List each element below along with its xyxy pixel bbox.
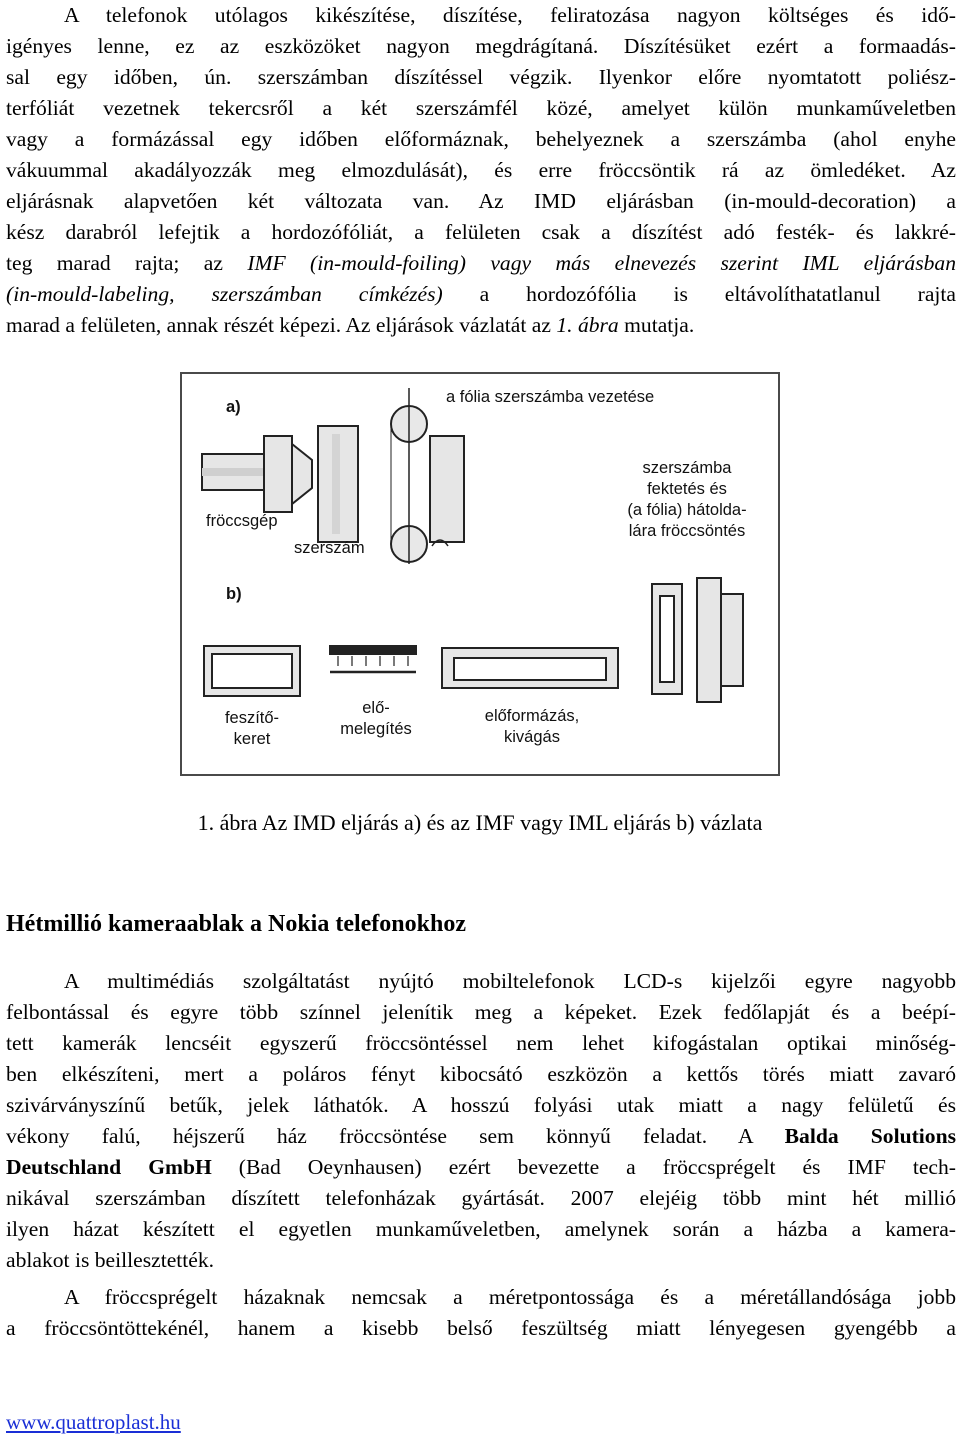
text-line: vákuummal akadályozzák meg elmozdulását), és erre fröccsöntik rá az ömledéket. Az xyxy=(6,158,956,182)
section-heading: Hétmillió kameraablak a Nokia telefonokhoz xyxy=(6,911,466,937)
text-line: A telefonok utólagos kikészítése, díszítése, feliratozása nagyon költséges és idő- xyxy=(64,3,956,27)
mold-right-shape xyxy=(697,578,721,702)
text-line: ben elkészíteni, mert a poláros fényt kibocsátó eszközön a kettős törés miatt zavaró xyxy=(6,1062,956,1086)
text-line: tett kamerák lencséit egyszerű fröccsöntéssel nem lehet kifogástalan optikai minőség- xyxy=(6,1031,956,1055)
text-line: felbontással és egyre több színnel jelenítik meg a képeket. Ezek fedőlapját és a beépí- xyxy=(6,1000,956,1024)
text-line: terfóliát vezetnek tekercsről a két szerszámfél közé, amelyet külön munkaműveletben xyxy=(6,96,956,120)
preforming-label: előformázás, kivágás xyxy=(484,707,580,746)
heater-shape xyxy=(330,646,416,654)
text-line: A multimédiás szolgáltatást nyújtó mobiltelefonok LCD-s kijelzői egyre nagyobb xyxy=(64,969,956,993)
text-line: marad a felületen, annak részét képezi. Az eljárások vázlatát az 1. ábra mutatja. xyxy=(6,313,695,337)
footer-website-link[interactable]: www.quattroplast.hu xyxy=(6,1410,181,1434)
label-a: a) xyxy=(226,398,241,416)
text-line: A fröccsprégelt házaknak nemcsak a méretpontossága és a méretállandósága jobb xyxy=(64,1285,956,1309)
label-b: b) xyxy=(226,585,242,603)
text-line: a fröccsöntöttekénél, hanem a kisebb belső feszültség miatt lényegesen gyengébb a xyxy=(6,1316,956,1340)
foil-feed-title: a fólia szerszámba vezetése xyxy=(446,388,655,406)
text-line: eljárásnak alapvetően két változata van. Az IMD eljárásban (in-mould-decoration) a xyxy=(6,189,956,213)
preheating-label: elő- melegítés xyxy=(340,699,412,738)
housing-paragraph xyxy=(6,1282,956,1344)
tension-frame-label: feszítő- keret xyxy=(224,709,280,748)
text-line: ilyen házat készített el egyetlen munkaműveletben, amelynek során a házba a kamera- xyxy=(6,1217,956,1241)
injection-machine-label: fröccsgép xyxy=(206,512,278,530)
nokia-paragraph xyxy=(6,966,956,1276)
process-diagram xyxy=(180,372,780,776)
text-line: nikával szerszámban díszített telefonházak gyártását. 2007 elejéig több mint hét millió xyxy=(6,1186,956,1210)
text-line: kész darabról lefejtik a hordozófóliát, a felületen csak a díszítést adó festék- és lakkré- xyxy=(6,220,956,244)
figure-caption: 1. ábra Az IMD eljárás a) és az IMF vagy IML eljárás b) vázlata xyxy=(197,810,763,835)
text-line: vékony falú, héjszerű ház fröccsöntése sem könnyű feladat. A Balda Solutions xyxy=(6,1124,956,1148)
text-line: ablakot is beillesztették. xyxy=(6,1248,215,1272)
text-line: (in-mould-labeling, szerszámban címkézés) a hordozófólia is eltávolíthatatlanul rajta xyxy=(6,282,956,306)
text-line: vagy a formázással egy időben előformáznak, behelyeznek a szerszámba (ahol enyhe xyxy=(6,127,956,151)
text-line: Deutschland GmbH (Bad Oeynhausen) ezért bevezette a fröccsprégelt és IMF tech- xyxy=(6,1155,957,1179)
text-line: szivárványszínű betűk, jelek láthatók. A hosszú folyási utak miatt a nagy felületű és xyxy=(6,1093,956,1117)
step-right-label: szerszámba fektetés és (a fólia) hátolda- lára fröccsöntés xyxy=(627,459,747,540)
text-line: teg marad rajta; az IMF (in-mould-foiling) vagy más elnevezés szerint IML eljárásban xyxy=(6,251,956,275)
text-line: igényes lenne, ez az eszközöket nagyon megdrágítaná. Díszítésüket ezért a formaadás- xyxy=(6,34,956,58)
mold-label: szerszám xyxy=(294,539,365,557)
text-line: sal egy időben, ún. szerszámban díszítéssel végzik. Ilyenkor előre nyomtatott poliész- xyxy=(6,65,956,89)
intro-paragraph xyxy=(6,0,956,341)
